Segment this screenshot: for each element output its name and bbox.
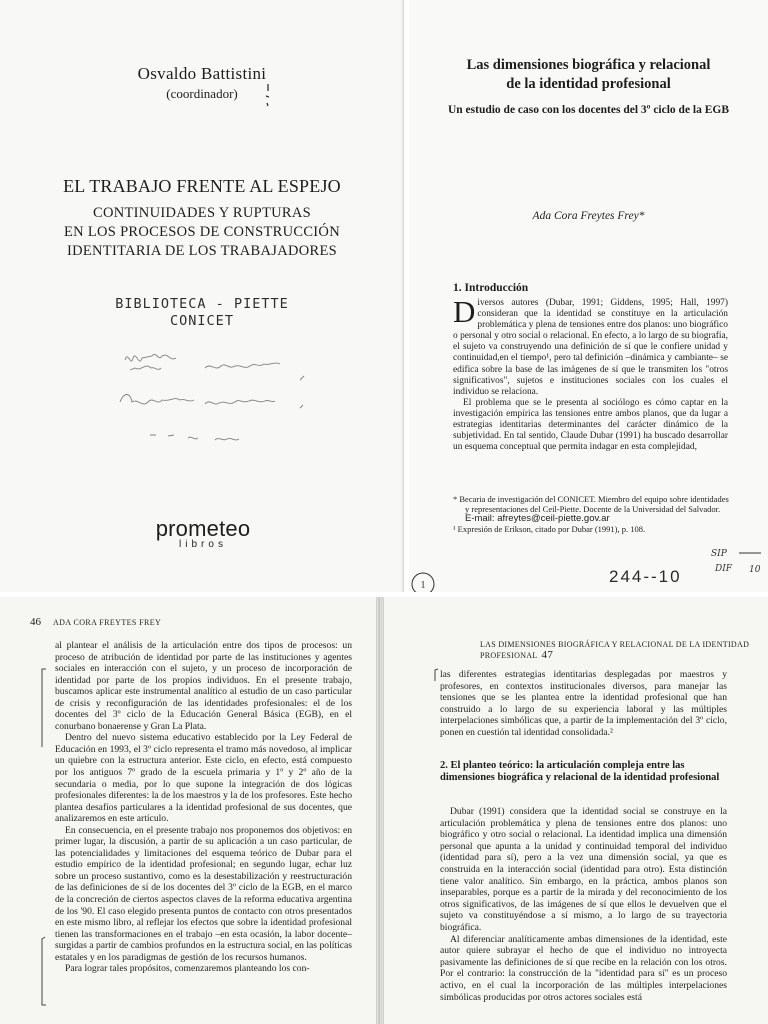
running-head: ADA CORA FREYTES FREY	[53, 618, 162, 627]
book-title: EL TRABAJO FRENTE AL ESPEJO	[63, 176, 341, 196]
handwritten-note	[709, 545, 767, 575]
chapter-subtitle: Un estudio de caso con los docentes del 3º ciclo de la EGB	[447, 104, 730, 116]
paragraph: Dubar (1991) considera que la identidad social se construye en la articulación problemática y plena de tensiones entre dos planos: uno biográfico y otro social o relacional. La identidad implica una dimensión personal que apunta a la unidad y continuidad temporal del individuo (identidad para sí), pero a la vez una dimensión social, ya que es construida en la interacción social (identidad para otro). Esta distinción tiene valor analítico. Sin embargo, en la práctica, ambos planos son inseparables, porque es a partir de la mirada y del reconocimiento de los otros significativos, de las imágenes de sí que ellos le devuelven que el sujeto va constituyéndose a sí mismo, a lo largo de su trayectoria biográfica.	[440, 806, 727, 933]
svg-text:1: 1	[420, 580, 426, 591]
chapter-author: Ada Cora Freytes Frey*	[532, 210, 645, 222]
editor-name: Osvaldo Battistini	[137, 64, 267, 83]
body-text	[55, 640, 352, 975]
footnote: * Becaria de investigación del CONICET. Miembro del equipo sobre identidades y representaciones del Ceil-Piette. Docente de la Universidad del Salvador.	[453, 494, 729, 514]
paragraph: al plantear el análisis de la articulación entre dos tipos de procesos: un proceso de atribución de identidad por parte de las instituciones y agentes sociales en interacción con el sujeto, y un proceso de incorporación de identidad por parte de los propios individuos. En el presente trabajo, buscamos aplicar este instrumental analítico al estudio de un caso particular de crisis y reconfiguración de las identidades profesionales: el de los docentes del 3º ciclo de la Educación General Básica (EGB), en el conurbano bonaerense y Gran La Plata.	[55, 640, 352, 732]
chapter-title-line: de la identidad profesional	[506, 76, 671, 92]
drop-cap: D	[453, 294, 476, 329]
folio-circle-icon	[409, 570, 437, 592]
paragraph: Dentro del nuevo sistema educativo establecido por la Ley Federal de Educación en 1993, el 3º ciclo representa el tramo más novedoso, al implicar un quiebre con la estructura anterior. Este ciclo, en efecto, está compuesto por los antiguos 7º grado de la escuela primaria y 1º y 2º año de la secundaria o media, por lo que supone la integración de dos lógicas profesionales diferentes: la de los maestros y la de los profesores. Este hecho plantea desafíos particulares a la identidad profesional de sus docentes, que analizaremos en este artículo.	[55, 732, 352, 825]
stamp-line: BIBLIOTECA - PIETTE	[115, 296, 289, 312]
publisher-subtitle: libros	[179, 539, 227, 550]
footnote: ¹ Expresión de Erikson, citado por Dubar (1991), p. 108.	[453, 524, 646, 534]
svg-text:SIP: SIP	[711, 549, 727, 559]
page-number: 47	[541, 649, 554, 661]
footnotes	[453, 494, 735, 534]
publisher-logo	[118, 516, 288, 550]
editor-role: (coordinador)	[166, 86, 238, 101]
pen-mark-icon	[260, 82, 276, 108]
running-head: LAS DIMENSIONES BIOGRÁFICA Y RELACIONAL DE LA IDENTIDAD PROFESIONAL	[480, 640, 750, 660]
body-text	[453, 294, 728, 453]
chapter-title-line: Las dimensiones biográfica y relacional	[466, 57, 711, 73]
subtitle-line: CONTINUIDADES Y RUPTURAS	[93, 205, 311, 221]
paragraph: El problema que se le presenta al sociólogo es cómo captar en la investigación empírica las tensiones entre ambos planos, que da lugar a estrategias identitarias determinantes del carácter dinámico de la subjetividad. En tal sentido, Claude Dubar (1991) ha buscado desarrollar un esquema conceptual que permita indagar en esta complejidad,	[453, 397, 728, 453]
paragraph	[453, 294, 728, 398]
publisher-name: prometeo	[155, 516, 251, 541]
running-header-left	[30, 616, 161, 628]
running-header-right	[480, 640, 768, 661]
inventory-number: 244--10	[609, 567, 682, 586]
stamp-line: CONICET	[170, 313, 234, 329]
margin-bracket	[38, 667, 48, 1007]
subtitle-line: EN LOS PROCESOS DE CONSTRUCCIÓN	[64, 224, 340, 240]
footnote-email: E-mail: afreytes@ceil-piette.gov.ar	[465, 513, 610, 524]
paragraph: Para lograr tales propósitos, comenzaremos planteando los con-	[65, 963, 310, 975]
book-subtitle	[0, 204, 404, 261]
book-title-page	[0, 0, 404, 592]
library-stamp	[0, 296, 404, 330]
subtitle-line: IDENTITARIA DE LOS TRABAJADORES	[66, 243, 338, 259]
chapter-title	[409, 56, 768, 94]
svg-text:DIF: DIF	[715, 564, 733, 574]
page-number: 46	[30, 616, 41, 628]
section-heading: 1. Introducción	[453, 282, 529, 294]
paragraph: Al diferenciar analíticamente ambas dimensiones de la identidad, este autor quiere subrayar el hecho de que el individuo no introyecta pasivamente las definiciones de sí que recibe en la relación con los otros. Por el contrario: la construcción de la "identidad para sí" es un proceso activo, en el cual la incorporación de las múltiples interpelaciones simbólicas producidas por otros actores sociales está	[440, 933, 727, 1003]
body-text	[440, 806, 727, 1003]
paragraph-text: iversos autores (Dubar, 1991; Giddens, 1995; Hall, 1997) consideran que la identidad se constituye en la articulación problemática y plena de tensiones entre dos planos: uno biográfico o personal y otro social o relacional. En efecto, a lo largo de su biografía, el sujeto va construyendo una definición de sí que le confiere unidad y continuidad,en el tiempo¹, pero tal definición –dinámica y cambiante– se edifica sobre la base de las imágenes de sí que le transmiten los "otros significativos", sujetos e instituciones sociales con los cuales el individuo se relaciona.	[453, 298, 728, 397]
chapter-opening-page	[409, 0, 768, 592]
section-heading: 2. El planteo teórico: la articulación compleja entre las dimensiones biográfica y relacional de la identidad profesional	[440, 760, 720, 784]
paragraph: En consecuencia, en el presente trabajo nos proponemos dos objetivos: en primer lugar, la discusión, a partir de su aplicación a un caso particular, de las potencialidades y limitaciones del esquema teórico de Dubar para el estudio empírico de la identidad profesional; en segundo lugar, echar luz sobre un proceso sustantivo, como es la desestabilización y reestructuración de las definiciones de sí de los docentes del 3º ciclo de la EGB, en el marco de la concreción de ciertos aspectos claves de la reforma educativa argentina de los '90. El caso elegido presenta puntos de contacto con otros presentados en este mismo libro, al reflejar los efectos que sobre la identidad profesional tienen las transformaciones en el trabajo –en esta ocasión, la labor docente– surgidas a partir de cambios profundos en la estructura social, en las políticas estatales y en los paradigmas de gestión de los recursos humanos.	[55, 824, 352, 963]
svg-text:10: 10	[749, 565, 761, 575]
handwriting-scribble	[0, 340, 404, 480]
margin-bracket	[432, 668, 440, 682]
body-text	[440, 669, 727, 739]
paragraph: las diferentes estrategias identitarias desplegadas por maestros y profesores, en contextos institucionales diversos, para manejar las tensiones que se les plantea entre la identidad profesional que han construido a lo largo de su experiencia laboral y las múltiples interpelaciones simbólicas que, a partir de la implementación del 3º ciclo, ponen en cuestión tal identidad consolidada.²	[440, 669, 727, 738]
